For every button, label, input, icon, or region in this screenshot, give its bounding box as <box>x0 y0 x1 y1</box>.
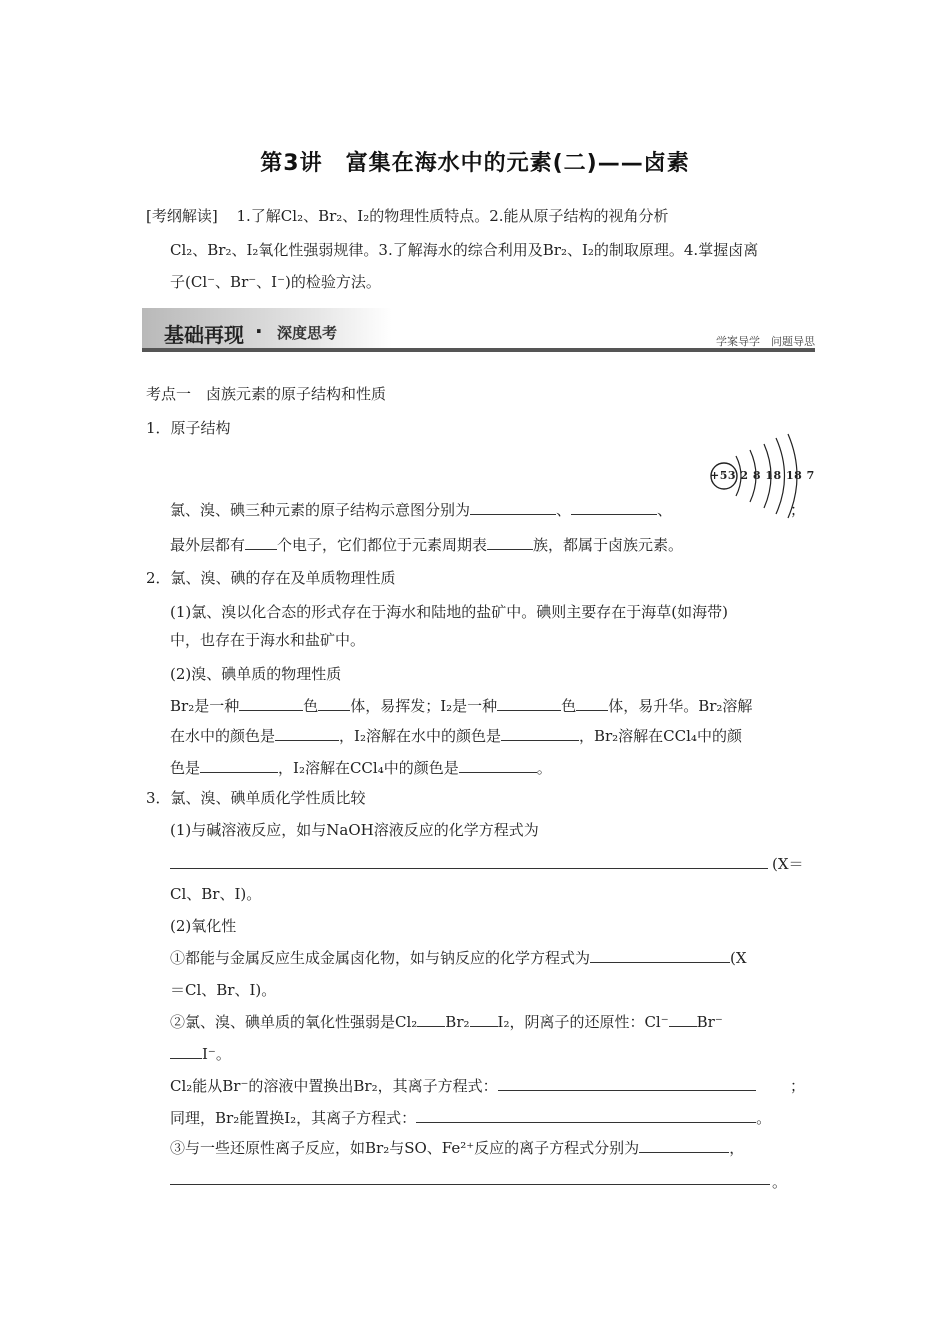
page-title: 第3讲 富集在海水中的元素(二)——卤素 <box>260 151 690 176</box>
answer-blank[interactable] <box>459 758 537 773</box>
q3-2-line-b: ＝Cl、Br、I)。 <box>170 981 277 999</box>
t: 体，易挥发；I₂是一种 <box>350 697 498 715</box>
t: 同理，Br₂能置换I₂，其离子方程式： <box>170 1109 417 1127</box>
answer-blank[interactable] <box>170 1044 202 1059</box>
q1-semicolon: ； <box>790 501 806 519</box>
q2-heading: 2．氯、溴、碘的存在及单质物理性质 <box>146 569 396 587</box>
t: Cl₂能从Br⁻的溶液中置换出Br₂，其离子方程式： <box>170 1077 498 1095</box>
banner-dot: · <box>255 319 263 343</box>
t: 。 <box>536 759 552 777</box>
q1-line-a <box>170 500 672 520</box>
q3-2-semicolon: ； <box>790 1077 806 1095</box>
outline-line-3: 子(Cl⁻、Br⁻、I⁻)的检验方法。 <box>170 273 381 291</box>
t: 色是 <box>170 759 201 777</box>
t: Br⁻ <box>696 1013 723 1031</box>
answer-line[interactable] <box>170 854 768 869</box>
answer-blank[interactable] <box>200 758 278 773</box>
answer-blank[interactable] <box>498 1076 756 1091</box>
outline-text-1: 1.了解Cl₂、Br₂、I₂的物理性质特点。2.能从原子结构的视角分析 <box>236 207 669 225</box>
sep: 、 <box>556 501 572 519</box>
q3-2-line-e <box>170 1076 756 1096</box>
q1-line-b <box>170 535 683 555</box>
q2-2-line-a <box>170 696 752 716</box>
answer-blank[interactable] <box>318 696 350 711</box>
q3-heading: 3．氯、溴、碘单质化学性质比较 <box>146 789 366 807</box>
atom-label: +53 2 8 18 18 7 <box>710 469 815 482</box>
q1-text-a: 氯、溴、碘三种元素的原子结构示意图分别为 <box>170 501 471 519</box>
answer-blank[interactable] <box>576 696 608 711</box>
answer-blank[interactable] <box>590 948 730 963</box>
t: Br₂是一种 <box>170 697 240 715</box>
q3-1-line: (1)与碱溶液反应，如与NaOH溶液反应的化学方程式为 <box>170 821 539 839</box>
t: 体，易升华。Br₂溶解 <box>608 697 753 715</box>
t: ，I₂溶解在水中的颜色是 <box>339 727 501 745</box>
t: 。 <box>756 1109 772 1127</box>
t: 色 <box>561 697 577 715</box>
answer-blank[interactable] <box>275 726 339 741</box>
answer-blank[interactable] <box>416 1108 756 1123</box>
final-period: 。 <box>772 1173 788 1191</box>
answer-blank[interactable] <box>639 1138 729 1153</box>
answer-blank[interactable] <box>487 535 533 550</box>
t: ①都能与金属反应生成金属卤化物，如与钠反应的化学方程式为 <box>170 949 591 967</box>
banner-rule <box>142 348 815 352</box>
q1-text-d: 族，都属于卤族元素。 <box>533 536 684 554</box>
q1-text-b: 最外层都有 <box>170 536 246 554</box>
q2-1-line-b: 中，也存在于海水和盐矿中。 <box>170 631 366 649</box>
banner-main: 基础再现 <box>164 323 244 347</box>
answer-blank[interactable] <box>669 1012 697 1027</box>
q1-text-c: 个电子，它们都位于元素周期表 <box>277 536 488 554</box>
answer-blank[interactable] <box>501 726 579 741</box>
banner-sub: 深度思考 <box>277 324 338 342</box>
answer-blank[interactable] <box>571 500 657 515</box>
banner-right: 学案导学 问题导思 <box>716 335 815 348</box>
answer-blank[interactable] <box>470 500 556 515</box>
answer-blank[interactable] <box>470 1012 498 1027</box>
q2-2-heading: (2)溴、碘单质的物理性质 <box>170 665 342 683</box>
q2-2-line-c <box>170 758 552 778</box>
t: ， <box>729 1139 745 1157</box>
t: (X <box>730 949 747 967</box>
outline-label: [考纲解读] <box>146 207 218 225</box>
t: ②氯、溴、碘单质的氧化性强弱是Cl₂ <box>170 1013 418 1031</box>
q3-2-line-g <box>170 1138 744 1158</box>
t: 在水中的颜色是 <box>170 727 276 745</box>
t: 色 <box>303 697 319 715</box>
section-banner <box>142 308 815 352</box>
sep: 、 <box>657 501 673 519</box>
q3-1-x: (X＝ <box>772 855 804 873</box>
answer-line[interactable] <box>170 1170 770 1185</box>
q2-2-line-b <box>170 726 742 746</box>
outline-line-2: Cl₂、Br₂、I₂氧化性强弱规律。3.了解海水的综合利用及Br₂、I₂的制取原理。4.掌握卤离 <box>170 241 759 259</box>
answer-blank[interactable] <box>497 696 561 711</box>
t: ③与一些还原性离子反应，如Br₂与SO、Fe²⁺反应的离子方程式分别为 <box>170 1139 640 1157</box>
q3-2-heading: (2)氧化性 <box>170 917 237 935</box>
q3-1-x-cont: Cl、Br、I)。 <box>170 885 262 903</box>
q3-2-line-c <box>170 1012 723 1032</box>
answer-blank[interactable] <box>417 1012 445 1027</box>
t: Br₂ <box>445 1013 470 1031</box>
section-heading: 考点一 卤族元素的原子结构和性质 <box>146 385 387 403</box>
q2-1-line-a: (1)氯、溴以化合态的形式存在于海水和陆地的盐矿中。碘则主要存在于海草(如海带) <box>170 603 728 621</box>
t: I⁻。 <box>202 1045 231 1063</box>
t: I₂，阴离子的还原性：Cl⁻ <box>497 1013 669 1031</box>
q3-2-line-f <box>170 1108 771 1128</box>
answer-blank[interactable] <box>239 696 303 711</box>
outline-line-1 <box>146 206 669 226</box>
q3-2-line-d <box>170 1044 231 1064</box>
q3-2-line-a <box>170 948 747 968</box>
t: ，I₂溶解在CCl₄中的颜色是 <box>278 759 459 777</box>
q1-heading: 1．原子结构 <box>146 419 231 437</box>
t: ，Br₂溶解在CCl₄中的颜 <box>578 727 742 745</box>
answer-blank[interactable] <box>245 535 277 550</box>
